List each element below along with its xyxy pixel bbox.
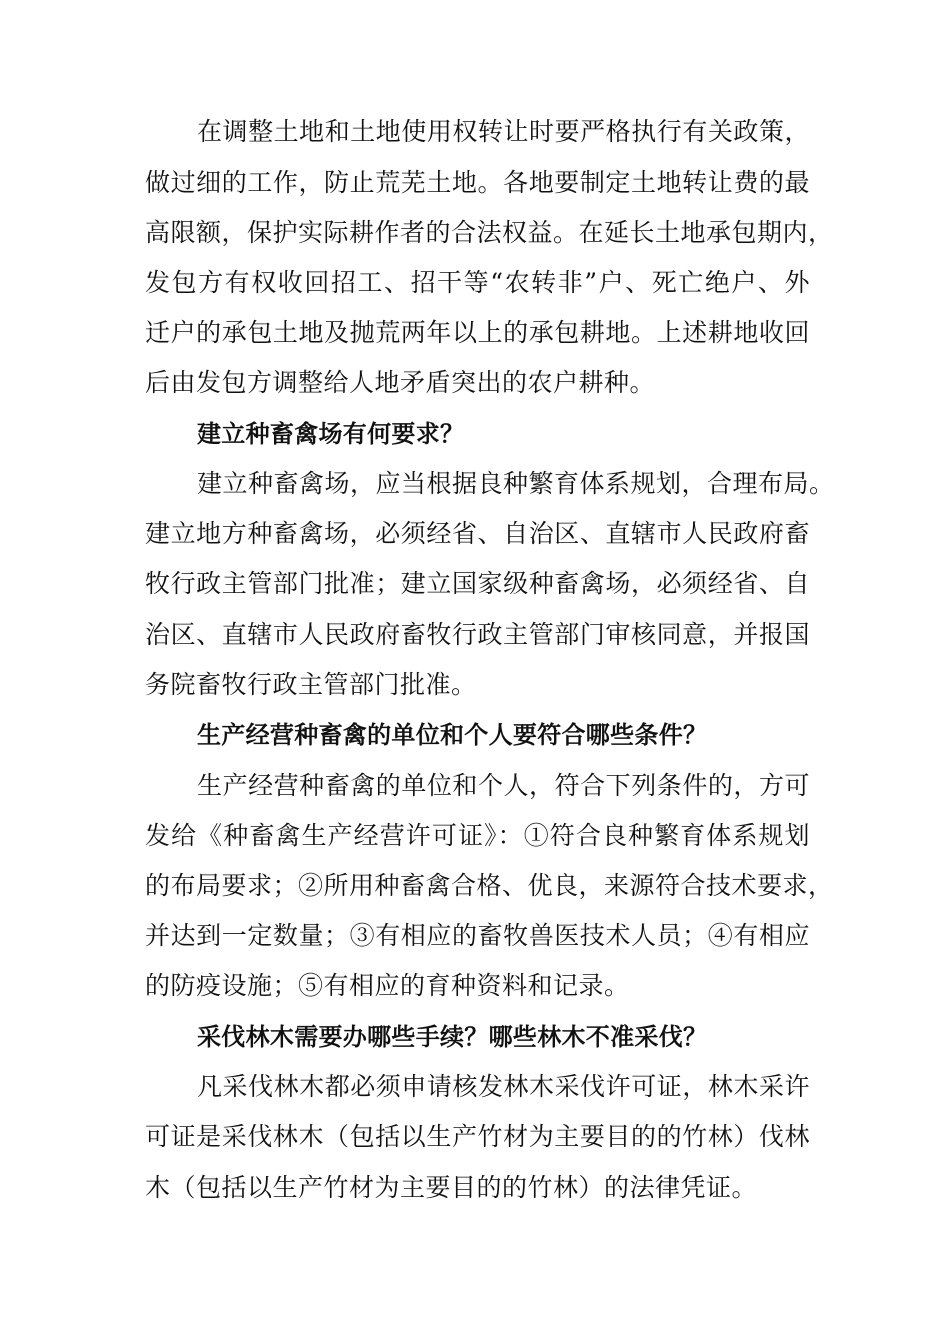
paragraph-line: 做过细的工作，防止荒芜土地。各地要制定土地转让费的最 <box>145 168 810 197</box>
paragraph-line: 建立种畜禽场，应当根据良种繁育体系规划，合理布局。 <box>197 469 835 498</box>
paragraph-line: 并达到一定数量；③有相应的畜牧兽医技术人员；④有相应 <box>145 921 810 950</box>
paragraph-line: 生产经营种畜禽的单位和个人，符合下列条件的，方可 <box>197 771 810 800</box>
paragraph-line: 建立地方种畜禽场，必须经省、自治区、直辖市人民政府畜 <box>145 519 810 548</box>
paragraph-line: 可证是采伐林木（包括以生产竹材为主要目的的竹林）伐林 <box>145 1122 810 1151</box>
paragraph-line: 发包方有权收回招工、招干等“农转非”户、死亡绝户、外 <box>145 268 810 297</box>
paragraph-line: 在调整土地和土地使用权转让时要严格执行有关政策， <box>197 117 810 146</box>
paragraph-line: 后由发包方调整给人地矛盾突出的农户耕种。 <box>145 368 656 397</box>
paragraph-line: 治区、直辖市人民政府畜牧行政主管部门审核同意，并报国 <box>145 620 810 649</box>
section-heading: 采伐林木需要办哪些手续？哪些林木不准采伐？ <box>197 1023 708 1051</box>
paragraph-line: 的布局要求；②所用种畜禽合格、优良，来源符合技术要求， <box>145 871 834 900</box>
paragraph-line: 牧行政主管部门批准；建立国家级种畜禽场，必须经省、自 <box>145 569 810 598</box>
paragraph-line: 木（包括以生产竹材为主要目的的竹林）的法律凭证。 <box>145 1173 758 1202</box>
section-heading: 建立种畜禽场有何要求？ <box>197 420 465 448</box>
section-heading: 生产经营种畜禽的单位和个人要符合哪些条件？ <box>197 721 708 749</box>
paragraph-line: 高限额，保护实际耕作者的合法权益。在延长土地承包期内， <box>145 218 834 247</box>
paragraph-line: 发给《种畜禽生产经营许可证》：①符合良种繁育体系规划 <box>145 821 810 850</box>
paragraph-line: 凡采伐林木都必须申请核发林木采伐许可证，林木采许 <box>197 1072 810 1101</box>
paragraph-line: 迁户的承包土地及抛荒两年以上的承包耕地。上述耕地收回 <box>145 318 810 347</box>
paragraph-line: 务院畜牧行政主管部门批准。 <box>145 670 477 699</box>
paragraph-line: 的防疫设施；⑤有相应的育种资料和记录。 <box>145 971 630 1000</box>
